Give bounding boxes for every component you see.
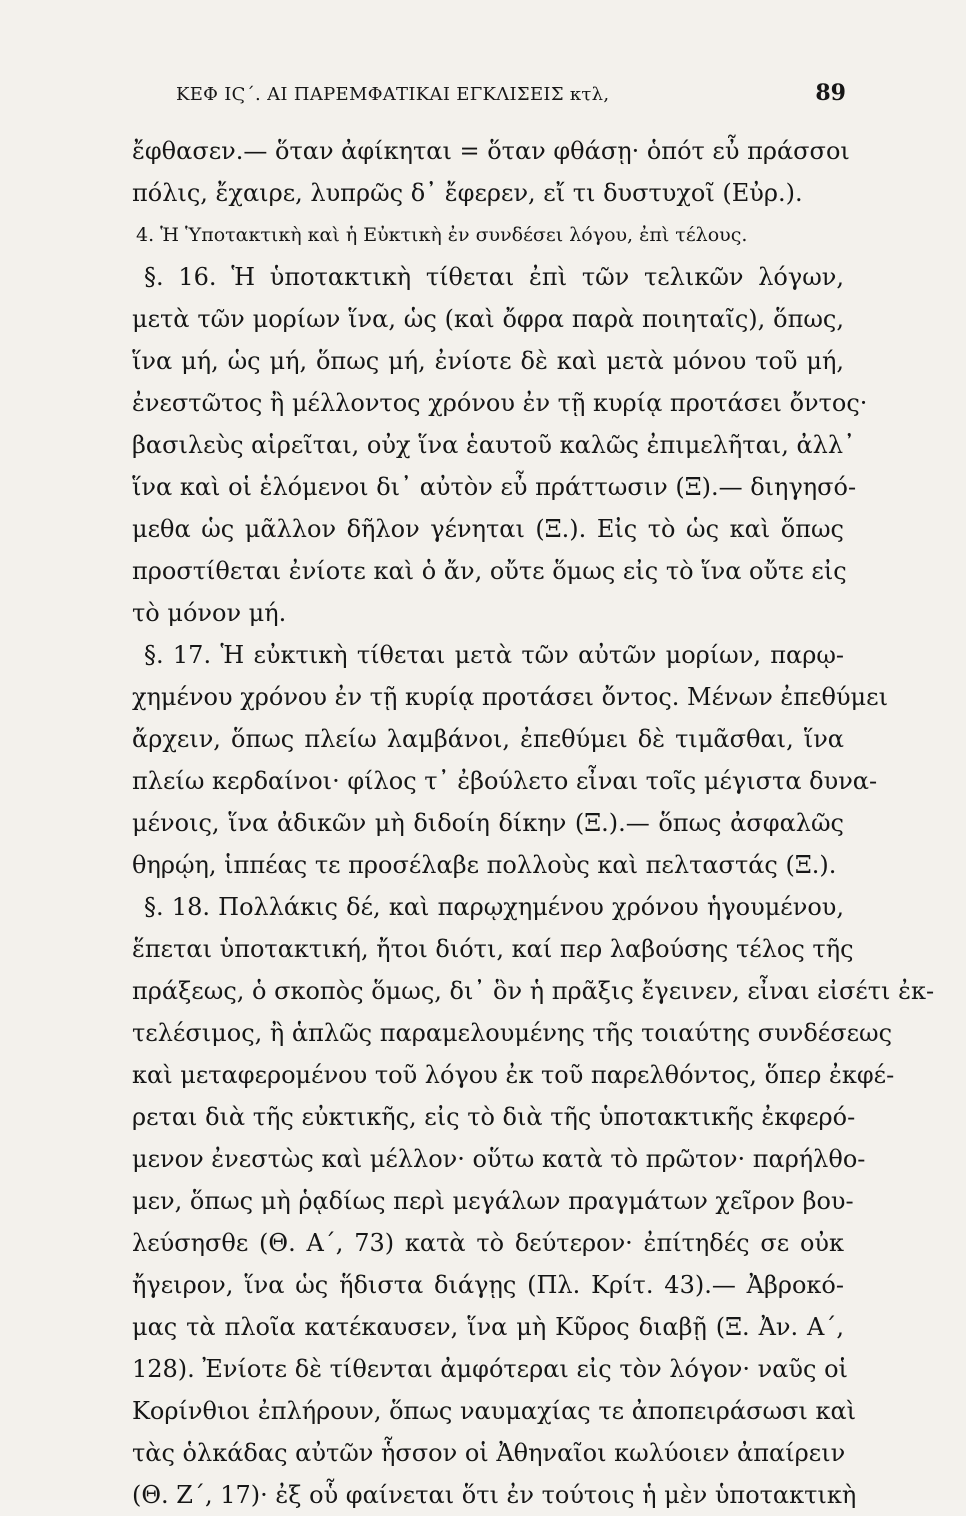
text-line: ἕπεται ὑποτακτική, ἤτοι διότι, καί περ λαβούσης τέλος τῆς	[132, 935, 854, 963]
text-line: (Θ. Ζ΄, 17)· ἐξ οὗ φαίνεται ὅτι ἐν τούτοις ἡ μὲν ὑποτακτικὴ	[132, 1481, 857, 1509]
text-line: Κορίνθιοι ἐπλήρουν, ὅπως ναυμαχίας τε ἀποπειράσωσι καὶ	[132, 1397, 857, 1425]
page-number: 89	[815, 80, 846, 106]
text-line: λεύσησθε (Θ. Α΄, 73) κατὰ τὸ δεύτερον· ἐπίτηδές σε οὐκ	[132, 1229, 844, 1257]
body-text	[132, 130, 935, 1516]
text-line: μεν, ὅπως μὴ ῥᾳδίως περὶ μεγάλων πραγμάτων χεῖρον βου-	[132, 1187, 854, 1215]
text-line: χημένου χρόνου ἐν τῇ κυρίᾳ προτάσει ὄντος. Μένων ἐπεθύμει	[132, 683, 888, 711]
text-line: καὶ μεταφερομένου τοῦ λόγου ἐκ τοῦ παρελθόντος, ὅπερ ἐκφέ-	[132, 1061, 895, 1089]
text-line: ἵνα καὶ οἱ ἑλόμενοι δι᾽ αὐτὸν εὖ πράττωσιν (Ξ).— διηγησό-	[132, 473, 857, 501]
text-line: ἄρχειν, ὅπως πλείω λαμβάνοι, ἐπεθύμει δὲ τιμᾶσθαι, ἵνα	[132, 725, 844, 753]
text-line: 128). Ἐνίοτε δὲ τίθενται ἀμφότεραι εἰς τὸν λόγον· ναῦς οἱ	[132, 1355, 848, 1383]
text-line: τελέσιμος, ἢ ἁπλῶς παραμελουμένης τῆς τοιαύτης συνδέσεως	[132, 1019, 893, 1047]
text-line: βασιλεὺς αἱρεῖται, οὐχ ἵνα ἑαυτοῦ καλῶς ἐπιμελῆται, ἀλλ᾽	[132, 431, 856, 459]
text-line: μένοις, ἵνα ἀδικῶν μὴ διδοίη δίκην (Ξ.).— ὅπως ἀσφαλῶς	[132, 809, 844, 837]
text-line: τὰς ὁλκάδας αὐτῶν ἧσσον οἱ Ἀθηναῖοι κωλύοιεν ἀπαίρειν	[132, 1439, 846, 1467]
text-line: μας τὰ πλοῖα κατέκαυσεν, ἵνα μὴ Κῦρος διαβῇ (Ξ. Ἀν. Α΄,	[132, 1313, 844, 1341]
page-header	[176, 80, 846, 114]
text-line: πλείω κερδαίνοι· φίλος τ᾽ ἐβούλετο εἶναι τοῖς μέγιστα δυνα-	[132, 767, 878, 795]
text-line: §. 17. Ἡ εὐκτικὴ τίθεται μετὰ τῶν αὐτῶν μορίων, παρῳ-	[144, 641, 844, 669]
text-line: ἤγειρον, ἵνα ὡς ἥδιστα διάγῃς (Πλ. Κρίτ. 43).— Ἀβροκό-	[132, 1271, 844, 1299]
text-line: τὸ μόνον μή.	[132, 599, 287, 627]
text-line: §. 16. Ἡ ὑποτακτικὴ τίθεται ἐπὶ τῶν τελικῶν λόγων,	[144, 263, 844, 291]
text-line: §. 18. Πολλάκις δέ, καὶ παρῳχημένου χρόνου ἡγουμένου,	[144, 893, 844, 921]
text-line: ἵνα μή, ὡς μή, ὅπως μή, ἐνίοτε δὲ καὶ μετὰ μόνου τοῦ μή,	[132, 347, 844, 375]
text-line: πράξεως, ὁ σκοπὸς ὅμως, δι᾽ ὃν ἡ πρᾶξις ἔγεινεν, εἶναι εἰσέτι ἐκ-	[132, 977, 935, 1005]
text-line: μεθα ὡς μᾶλλον δῆλον γένηται (Ξ.). Εἰς τὸ ὡς καὶ ὅπως	[132, 515, 844, 543]
text-line: προστίθεται ἐνίοτε καὶ ὁ ἄν, οὔτε ὅμως εἰς τὸ ἵνα οὔτε εἰς	[132, 557, 847, 585]
text-line: ἐνεστῶτος ἢ μέλλοντος χρόνου ἐν τῇ κυρίᾳ προτάσει ὄντος·	[132, 389, 868, 417]
running-title: ΚΕΦ ΙϚ΄. ΑΙ ΠΑΡΕΜΦΑΤΙΚΑΙ ΕΓΚΛΙΣΕΙΣ κτλ,	[176, 84, 610, 105]
section-heading: 4. Ἡ Ὑποτακτικὴ καὶ ἡ Εὐκτικὴ ἐν συνδέσει λόγου, ἐπὶ τέλους.	[136, 224, 748, 246]
text-line: πόλις, ἔχαιρε, λυπρῶς δ᾽ ἔφερεν, εἴ τι δυστυχοῖ (Εὐρ.).	[132, 179, 803, 207]
text-line: μετὰ τῶν μορίων ἵνα, ὡς (καὶ ὄφρα παρὰ ποιηταῖς), ὅπως,	[132, 305, 844, 333]
text-line: μενον ἐνεστὼς καὶ μέλλον· οὕτω κατὰ τὸ πρῶτον· παρήλθο-	[132, 1145, 866, 1173]
text-line: ρεται διὰ τῆς εὐκτικῆς, εἰς τὸ διὰ τῆς ὑποτακτικῆς ἐκφερό-	[132, 1103, 856, 1131]
text-line: θηρῴη, ἱππέας τε προσέλαβε πολλοὺς καὶ πελταστάς (Ξ.).	[132, 851, 837, 879]
text-line: ἔφθασεν.— ὅταν ἀφίκηται = ὅταν φθάσῃ· ὁπότ εὖ πράσσοι	[132, 137, 850, 165]
